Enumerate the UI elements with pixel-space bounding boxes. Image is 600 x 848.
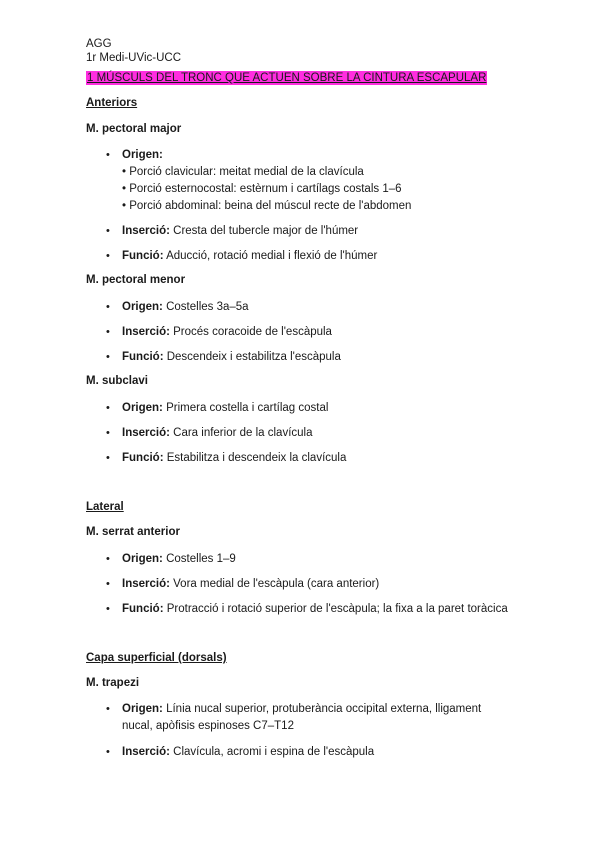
muscle-subclavi: M. subclavi xyxy=(86,375,148,387)
insercio-text: Procés coracoide de l'escàpula xyxy=(173,326,332,338)
origen-label: Origen: xyxy=(122,301,163,313)
funcio-label: Funció: xyxy=(122,351,164,363)
origen-sub-item: • Porció clavicular: meitat medial de la clavícula xyxy=(122,166,364,178)
bullet-icon: • xyxy=(106,703,110,715)
bullet-icon: • xyxy=(106,250,110,262)
origen-label: Origen: xyxy=(122,402,163,414)
funcio-label: Funció: xyxy=(122,452,164,464)
origen-sub-item: • Porció abdominal: beina del múscul recte de l'abdomen xyxy=(122,200,412,212)
bullet-icon: • xyxy=(106,225,110,237)
muscle-serrat-anterior: M. serrat anterior xyxy=(86,526,180,538)
bullet-icon: • xyxy=(106,452,110,464)
muscle-pectoral-major: M. pectoral major xyxy=(86,123,182,135)
muscle-pectoral-menor: M. pectoral menor xyxy=(86,274,186,286)
section-lateral: Lateral xyxy=(86,501,124,513)
funcio-text: Protracció i rotació superior de l'escàpula; la fixa a la paret toràcica xyxy=(166,603,508,615)
origen-text: Costelles 1–9 xyxy=(166,553,236,565)
section-anteriors: Anteriors xyxy=(86,97,138,109)
bullet-icon: • xyxy=(106,603,110,615)
bullet-icon: • xyxy=(106,301,110,313)
funcio-text: Estabilitza i descendeix la clavícula xyxy=(166,452,347,464)
insercio-label: Inserció: xyxy=(122,427,170,439)
bullet-icon: • xyxy=(106,402,110,414)
bullet-icon: • xyxy=(106,149,110,161)
funcio-text: Descendeix i estabilitza l'escàpula xyxy=(166,351,341,363)
origen-text: Costelles 3a–5a xyxy=(166,301,249,313)
origen-label: Origen: xyxy=(122,149,163,161)
bullet-icon: • xyxy=(106,427,110,439)
insercio-text: Vora medial de l'escàpula (cara anterior) xyxy=(173,578,380,590)
bullet-icon: • xyxy=(106,553,110,565)
insercio-label: Inserció: xyxy=(122,225,170,237)
insercio-text: Cara inferior de la clavícula xyxy=(173,427,313,439)
muscle-trapezi: M. trapezi xyxy=(86,677,140,689)
origen-text: Línia nucal superior, protuberància occipital externa, lligament nucal, apòfisis espinoses C7–T12 xyxy=(122,703,482,732)
page-title: 1 MÚSCULS DEL TRONC QUE ACTUEN SOBRE LA CINTURA ESCAPULAR xyxy=(87,72,487,84)
header-author: AGG xyxy=(86,38,112,50)
bullet-icon: • xyxy=(106,351,110,363)
header-course: 1r Medi-UVic-UCC xyxy=(86,52,181,64)
funcio-label: Funció: xyxy=(122,250,164,262)
bullet-icon: • xyxy=(106,578,110,590)
insercio-text: Cresta del tubercle major de l'húmer xyxy=(173,225,359,237)
funcio-text: Aducció, rotació medial i flexió de l'húmer xyxy=(166,250,378,262)
origen-text: Primera costella i cartílag costal xyxy=(166,402,329,414)
section-capa-superficial: Capa superficial (dorsals) xyxy=(86,652,227,664)
insercio-label: Inserció: xyxy=(122,746,170,758)
origen-sub-item: • Porció esternocostal: estèrnum i cartílags costals 1–6 xyxy=(122,183,402,195)
insercio-label: Inserció: xyxy=(122,326,170,338)
bullet-icon: • xyxy=(106,746,110,758)
insercio-text: Clavícula, acromi i espina de l'escàpula xyxy=(173,746,375,758)
origen-label: Origen: xyxy=(122,703,163,715)
origen-label: Origen: xyxy=(122,553,163,565)
insercio-label: Inserció: xyxy=(122,578,170,590)
bullet-icon: • xyxy=(106,326,110,338)
funcio-label: Funció: xyxy=(122,603,164,615)
